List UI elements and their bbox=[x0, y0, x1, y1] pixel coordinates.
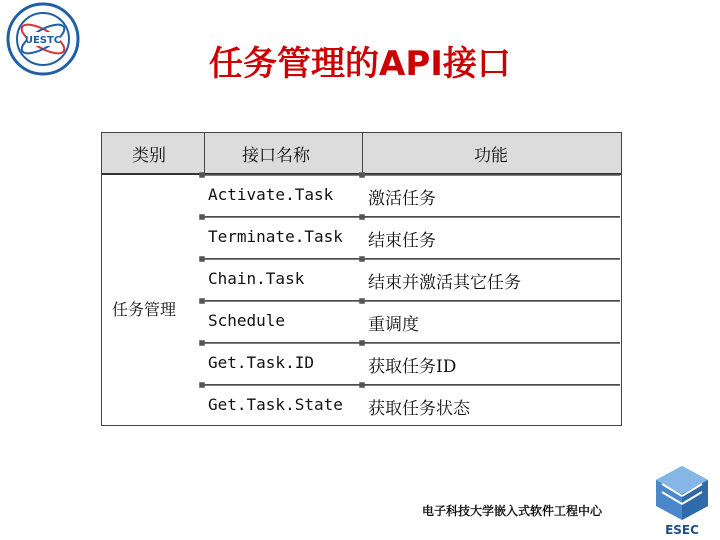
page-title: 任务管理的API接口 bbox=[209, 44, 511, 84]
api-name: Activate.Task bbox=[208, 185, 334, 204]
api-function: 获取任务状态 bbox=[368, 399, 470, 419]
api-name: Chain.Task bbox=[208, 269, 305, 288]
header-api-name: 接口名称 bbox=[242, 146, 310, 166]
api-name: Get.Task.State bbox=[208, 395, 343, 414]
api-function: 重调度 bbox=[368, 315, 419, 335]
api-function: 结束并激活其它任务 bbox=[368, 273, 521, 293]
esec-text: ESEC bbox=[665, 523, 699, 537]
api-name: Schedule bbox=[208, 311, 286, 330]
api-function: 结束任务 bbox=[368, 231, 436, 251]
api-name: Terminate.Task bbox=[208, 227, 343, 246]
api-table bbox=[101, 132, 622, 426]
api-function: 激活任务 bbox=[368, 189, 436, 209]
category-cell: 任务管理 bbox=[112, 300, 177, 319]
api-name: Get.Task.ID bbox=[208, 353, 314, 372]
header-function: 功能 bbox=[474, 146, 508, 166]
api-function: 获取任务ID bbox=[368, 357, 457, 377]
header-category: 类别 bbox=[132, 146, 166, 166]
footer-text: 电子科技大学嵌入式软件工程中心 bbox=[422, 504, 603, 518]
logo-text: UESTC bbox=[24, 35, 62, 46]
row-connectors bbox=[102, 133, 621, 425]
esec-logo bbox=[650, 462, 714, 538]
